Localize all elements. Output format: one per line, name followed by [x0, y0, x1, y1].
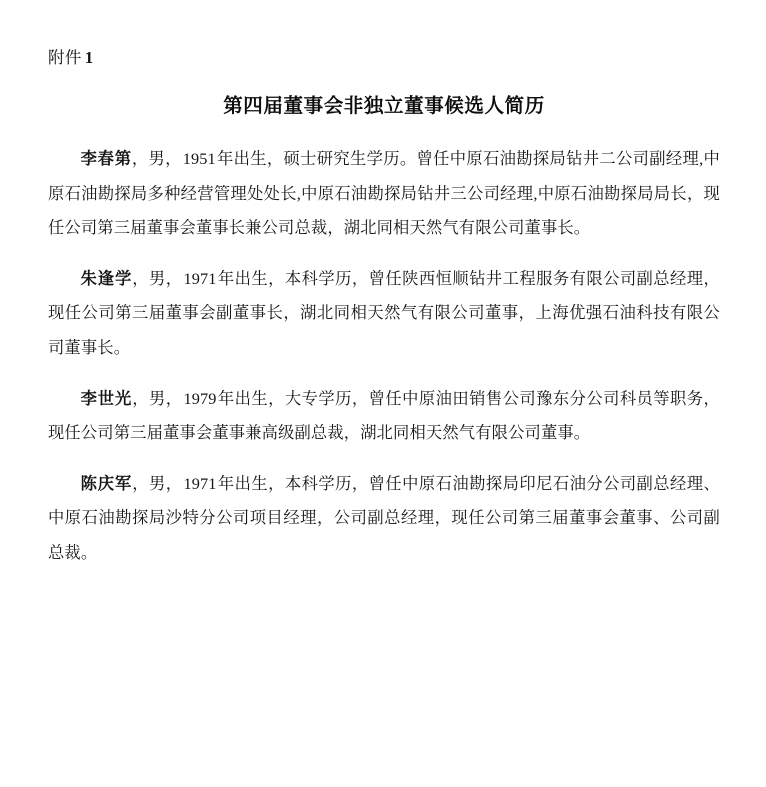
birth-year: 1979 [183, 388, 217, 408]
birth-year: 1971 [183, 473, 217, 493]
director-name: 陈庆军 [80, 473, 133, 493]
director-name: 朱逢学 [80, 268, 133, 288]
separator-comma: ， [132, 268, 149, 288]
separator-comma: ， [132, 473, 149, 493]
career-history: ，曾任中原石油勘探局印尼石油分公司副总经理、中原石油勘探局沙特分公司项目经理，公司副总经理，现任公司第三届董事会董事、公司副总裁。 [48, 473, 720, 563]
page-title: 第四届董事会非独立董事候选人简历 [223, 95, 545, 117]
career-history: 。曾任中原石油勘探局钻井二公司副经理,中原石油勘探局多种经营管理处处长,中原石油勘探局钻井三公司经理,中原石油勘探局局长，现任公司第三届董事会董事长兼公司总裁，湖北同相天然气有限公司董事长。 [48, 149, 720, 238]
education-level: 硕士研究生学历 [283, 149, 400, 169]
birth-suffix: 年出生， [216, 149, 284, 169]
separator-comma: ， [131, 149, 149, 169]
director-gender: 男 [148, 473, 166, 493]
birth-year: 1951 [182, 149, 216, 169]
birth-year: 1971 [183, 268, 217, 288]
attachment-number: 1 [84, 48, 94, 67]
attachment-label-text: 附件 [48, 48, 82, 67]
director-gender: 男 [148, 268, 166, 288]
birth-suffix: 年出生， [217, 388, 285, 408]
separator-comma: ， [165, 388, 183, 408]
birth-suffix: 年出生， [217, 473, 285, 493]
director-name: 李世光 [80, 388, 133, 408]
director-gender: 男 [148, 149, 166, 169]
director-gender: 男 [148, 388, 166, 408]
education-level: 本科学历 [284, 473, 352, 493]
separator-comma: ， [165, 149, 182, 169]
birth-suffix: 年出生， [217, 268, 285, 288]
biography-paragraph [48, 467, 720, 571]
document-body [48, 142, 720, 571]
attachment-label [48, 48, 720, 68]
separator-comma: ， [165, 473, 183, 493]
education-level: 大专学历 [284, 388, 352, 408]
career-history: ，曾任中原油田销售公司豫东分公司科员等职务，现任公司第三届董事会董事兼高级副总裁，湖北同相天然气有限公司董事。 [48, 388, 720, 443]
education-level: 本科学历 [284, 268, 352, 288]
biography-paragraph [48, 262, 720, 366]
biography-paragraph [48, 382, 720, 451]
career-history: ，曾任陕西恒顺钻井工程服务有限公司副总经理，现任公司第三届董事会副董事长，湖北同相天然气有限公司董事，上海优强石油科技有限公司董事长。 [48, 268, 720, 358]
director-name: 李春第 [80, 149, 132, 169]
biography-paragraph [48, 142, 720, 246]
separator-comma: ， [165, 268, 183, 288]
separator-comma: ， [132, 388, 149, 408]
